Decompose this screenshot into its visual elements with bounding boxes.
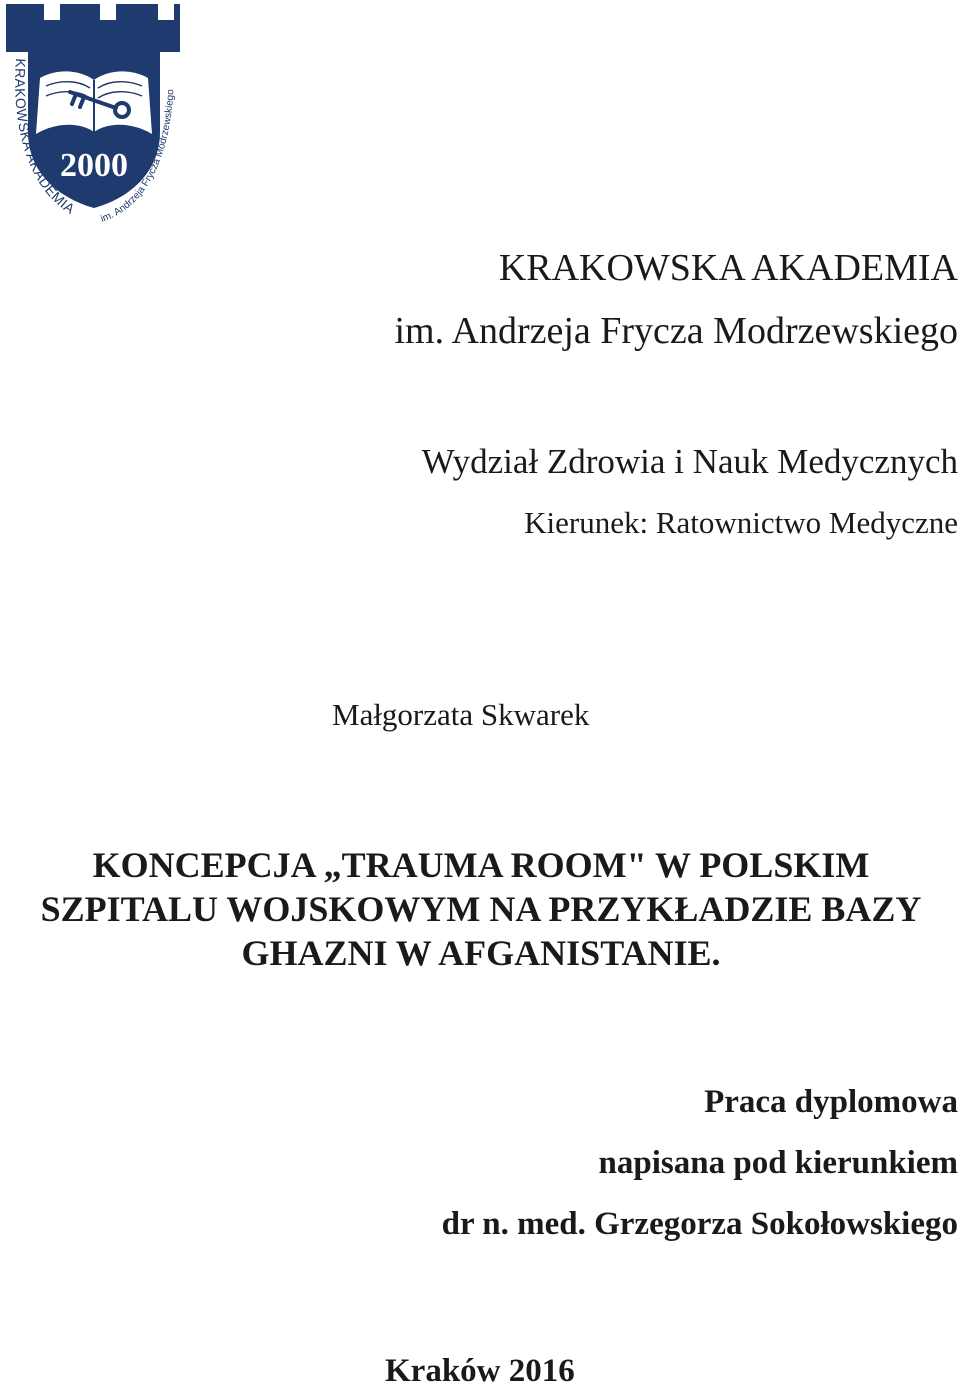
place-and-year: Kraków 2016	[385, 1353, 575, 1389]
author-name: Małgorzata Skwarek	[332, 697, 590, 732]
thesis-title-line: SZPITALU WOJSKOWYM NA PRZYKŁADZIE BAZY	[40, 889, 922, 929]
faculty-name: Wydział Zdrowia i Nauk Medycznych	[421, 442, 958, 481]
institution-patron: im. Andrzeja Frycza Modrzewskiego	[394, 310, 958, 352]
university-logo	[0, 0, 186, 232]
supervisor-name: dr n. med. Grzegorza Sokołowskiego	[441, 1206, 958, 1242]
thesis-type: Praca dyplomowa	[704, 1084, 958, 1120]
thesis-title-line: GHAZNI W AFGANISTANIE.	[241, 933, 721, 973]
battlements-shape	[6, 4, 180, 52]
thesis-title-line: KONCEPCJA „TRAUMA ROOM" W POLSKIM	[92, 845, 870, 885]
logo-year: 2000	[60, 147, 128, 184]
open-book-icon	[36, 71, 152, 134]
logo-ring-text-left: KRAKOWSKA AKADEMIA	[12, 57, 79, 218]
thesis-title	[0, 843, 960, 975]
logo-ring-text-right: im. Andrzeja Frycza Modrzewskiego	[99, 88, 177, 225]
major-name: Kierunek: Ratownictwo Medyczne	[524, 505, 958, 540]
institution-name: KRAKOWSKA AKADEMIA	[498, 247, 958, 289]
supervision-label: napisana pod kierunkiem	[598, 1145, 958, 1181]
